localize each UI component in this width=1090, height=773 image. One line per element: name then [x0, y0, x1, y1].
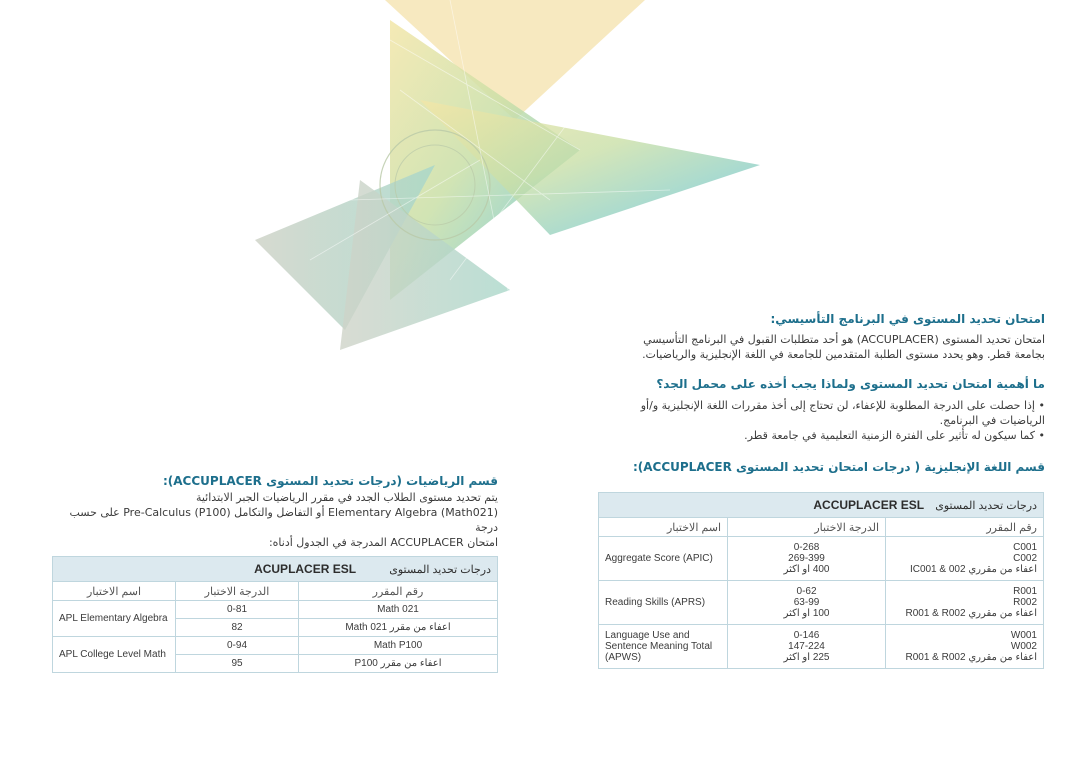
col-header-test-name: اسم الاختبار [599, 518, 728, 537]
test-name-cell: APL College Level Math [53, 637, 176, 673]
score-cell: 0-62 63-99 100 او اكثر [728, 581, 886, 625]
course-cell: اعفاء من مقرر P100 [299, 655, 498, 673]
course-cell: R001 R002 اعفاء من مقرري R001 & R002 [886, 581, 1044, 625]
col-header-course: رقم المقرر [886, 518, 1044, 537]
table-row [53, 637, 498, 655]
math-table-title-en: ACUPLACER ESL [254, 562, 356, 576]
english-table-title [599, 493, 1044, 518]
importance-list [615, 398, 1045, 443]
importance-bullet: • إذا حصلت على الدرجة المطلوبة للإعفاء، لن تحتاج إلى أخذ مقررات اللغة الإنجليزية و/أو الرياضيات في البرنامج. [615, 398, 1045, 428]
test-name-cell: Reading Skills (APRS) [599, 581, 728, 625]
foundation-line: بجامعة قطر. وهو يحدد مستوى الطلبة المتقدمين للجامعة في اللغة الإنجليزية والرياضيات. [642, 348, 1045, 361]
math-heading: قسم الرياضيات (درجات تحديد المستوى ACCUPLACER): [162, 474, 498, 488]
english-heading: قسم اللغة الإنجليزية ( درجات امتحان تحديد المستوى ACCUPLACER): [632, 460, 1045, 474]
test-name-cell: Aggregate Score (APIC) [599, 537, 728, 581]
score-cell: 0-94 [176, 637, 299, 655]
math-paragraph [52, 490, 498, 550]
math-line: Elementary Algebra (Math021) أو التفاضل والتكامل Pre-Calculus (P100) على حسب درجة [69, 506, 498, 534]
math-placement-table [52, 556, 498, 673]
test-name-cell: Language Use and Sentence Meaning Total (APWS) [599, 625, 728, 669]
score-cell: 95 [176, 655, 299, 673]
importance-bullet: • كما سيكون له تأثير على الفترة الزمنية التعليمية في جامعة قطر. [615, 428, 1045, 443]
table-row [599, 625, 1044, 669]
test-name-cell: APL Elementary Algebra [53, 601, 176, 637]
english-table-title-en: ACCUPLACER ESL [813, 498, 924, 512]
course-cell: Math 021 [299, 601, 498, 619]
col-header-score: الدرجة الاختبار [176, 582, 299, 601]
foundation-heading: امتحان تحديد المستوى في البرنامج التأسيسي: [770, 312, 1045, 326]
score-cell: 82 [176, 619, 299, 637]
score-cell: 0-81 [176, 601, 299, 619]
score-cell: 0-146 147-224 225 او اكثر [728, 625, 886, 669]
col-header-course: رقم المقرر [299, 582, 498, 601]
course-cell: اعفاء من مقرر Math 021 [299, 619, 498, 637]
math-line: يتم تحديد مستوى الطلاب الجدد في مقرر الرياضيات الجبر الابتدائية [195, 491, 498, 504]
foundation-line: امتحان تحديد المستوى (ACCUPLACER) هو أحد متطلبات القبول في البرنامج التأسيسي [643, 333, 1045, 346]
table-row [599, 537, 1044, 581]
english-table-title-ar: درجات تحديد المستوى [935, 500, 1037, 512]
table-row [53, 601, 498, 619]
english-placement-table [598, 492, 1044, 669]
course-cell: W001 W002 اعفاء من مقرري R001 & R002 [886, 625, 1044, 669]
math-line: امتحان ACCUPLACER المدرجة في الجدول أدناه: [268, 536, 498, 549]
importance-heading: ما أهمية امتحان تحديد المستوى ولماذا يجب أخذه على محمل الجد؟ [656, 377, 1045, 391]
math-table-title [53, 557, 498, 582]
course-cell: Math P100 [299, 637, 498, 655]
course-cell: C001 C002 اعفاء من مقرري IC001 & 002 [886, 537, 1044, 581]
geometric-art-decoration [250, 0, 770, 360]
foundation-paragraph [575, 332, 1045, 362]
col-header-score: الدرجة الاختبار [728, 518, 886, 537]
table-row [599, 581, 1044, 625]
score-cell: 0-268 269-399 400 او اكثر [728, 537, 886, 581]
math-table-title-ar: درجات تحديد المستوى [389, 564, 491, 576]
col-header-test-name: اسم الاختبار [53, 582, 176, 601]
